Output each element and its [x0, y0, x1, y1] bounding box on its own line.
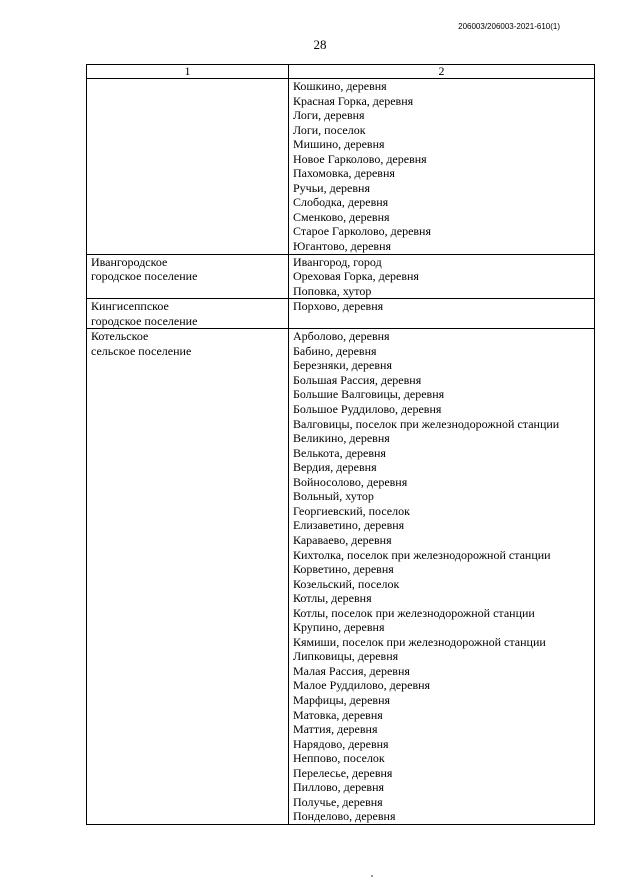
settlement-name: Арболово, деревня — [293, 329, 390, 344]
table-row — [87, 254, 595, 299]
settlement-name: Ореховая Горка, деревня — [293, 269, 419, 284]
settlement-name: Липковицы, деревня — [293, 649, 399, 664]
settlement-name: Ивангород, город — [293, 254, 382, 269]
municipality-name-line: сельское поселение — [91, 343, 192, 358]
table-row — [87, 79, 595, 255]
page-number: 28 — [313, 37, 327, 52]
column-header-2: 2 — [289, 65, 595, 79]
settlement-name: Крупино, деревня — [293, 620, 385, 635]
settlement-name: Котлы, деревня — [293, 591, 372, 606]
municipality-name-line: городское поселение — [91, 269, 198, 284]
settlement-name: Вольный, хутор — [293, 489, 374, 504]
settlement-name: Логи, деревня — [293, 108, 365, 123]
settlement-name: Большая Рассия, деревня — [293, 372, 422, 387]
settlements-cell — [289, 329, 595, 825]
municipality-name-line: Ивангородское — [91, 254, 168, 269]
settlement-name: Старое Гарколово, деревня — [293, 224, 431, 239]
table-header-row — [87, 65, 595, 79]
settlements-cell — [289, 254, 595, 299]
settlement-name: Понделово, деревня — [293, 809, 396, 824]
settlement-name: Пиллово, деревня — [293, 780, 385, 795]
scan-speck — [371, 875, 373, 877]
settlement-name: Нарядово, деревня — [293, 736, 389, 751]
settlement-name: Елизаветино, деревня — [293, 518, 405, 533]
settlement-name: Бабино, деревня — [293, 343, 377, 358]
municipality-cell — [87, 299, 289, 329]
document-id: 206003/206003-2021-610(1) — [458, 22, 560, 31]
settlements-cell — [289, 299, 595, 329]
settlement-name: Получье, деревня — [293, 794, 383, 809]
column-header-1: 1 — [87, 65, 289, 79]
settlement-name: Слободка, деревня — [293, 195, 389, 210]
settlement-name: Валговицы, поселок при железнодорожной станции — [293, 416, 560, 431]
settlements-table — [86, 64, 595, 825]
settlement-name: Логи, поселок — [293, 122, 366, 137]
municipality-name-line: Котельское — [91, 329, 149, 344]
municipality-cell — [87, 79, 289, 255]
settlement-name: Сменково, деревня — [293, 209, 390, 224]
settlement-name: Новое Гарколово, деревня — [293, 151, 427, 166]
settlement-name: Войносолово, деревня — [293, 474, 408, 489]
settlement-name: Большие Валговицы, деревня — [293, 387, 445, 402]
settlement-name: Неппово, поселок — [293, 751, 385, 766]
municipality-name-line: городское поселение — [91, 313, 198, 328]
settlement-name: Корветино, деревня — [293, 562, 394, 577]
settlements-cell — [289, 79, 595, 255]
settlement-name: Красная Горка, деревня — [293, 93, 414, 108]
table-row — [87, 329, 595, 825]
settlement-name: Пахомовка, деревня — [293, 166, 395, 181]
settlement-name: Кошкино, деревня — [293, 79, 387, 93]
settlement-name: Козельский, поселок — [293, 576, 400, 591]
settlement-name: Матовка, деревня — [293, 707, 383, 722]
settlement-name: Малая Рассия, деревня — [293, 663, 410, 678]
settlement-name: Малое Руддилово, деревня — [293, 678, 431, 693]
settlement-name: Порхово, деревня — [293, 299, 384, 314]
settlement-name: Маттия, деревня — [293, 722, 378, 737]
settlement-name: Большое Руддилово, деревня — [293, 402, 442, 417]
settlement-name: Мишино, деревня — [293, 137, 385, 152]
settlement-name: Великино, деревня — [293, 431, 390, 446]
settlement-name: Кихтолка, поселок при железнодорожной станции — [293, 547, 551, 562]
table-row — [87, 299, 595, 329]
settlement-name: Кямиши, поселок при железнодорожной станции — [293, 634, 546, 649]
municipality-cell — [87, 329, 289, 825]
settlement-name: Ручьи, деревня — [293, 180, 370, 195]
municipality-cell — [87, 254, 289, 299]
settlement-name: Караваево, деревня — [293, 532, 392, 547]
settlement-name: Котлы, поселок при железнодорожной станции — [293, 605, 535, 620]
municipality-name-line — [91, 79, 288, 94]
settlement-name: Георгиевский, поселок — [293, 503, 410, 518]
settlement-name: Вердия, деревня — [293, 460, 377, 475]
settlement-name: Велькота, деревня — [293, 445, 386, 460]
settlement-name: Березняки, деревня — [293, 358, 392, 373]
municipality-name-line: Кингисеппское — [91, 299, 169, 314]
settlement-name: Марфицы, деревня — [293, 692, 391, 707]
settlement-name: Югантово, деревня — [293, 239, 392, 254]
settlement-name: Поповка, хутор — [293, 283, 372, 298]
settlement-name: Перелесье, деревня — [293, 765, 393, 780]
